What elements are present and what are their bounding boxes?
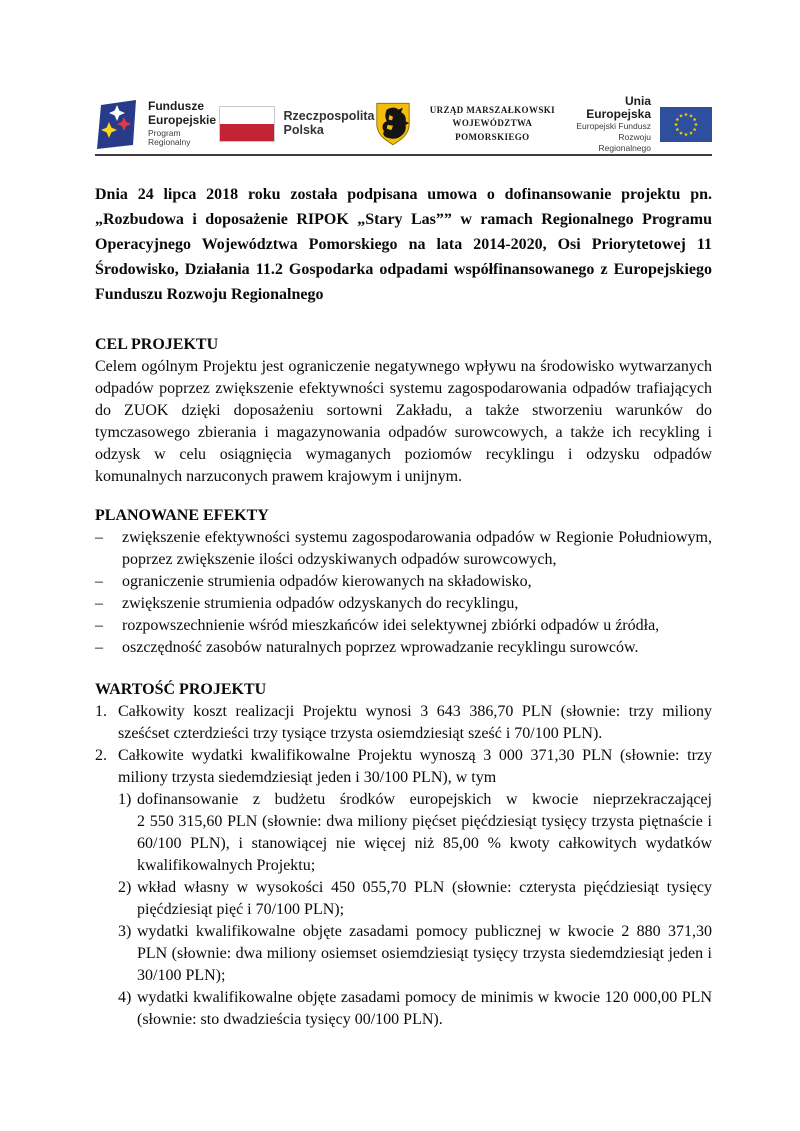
- eu-subtitle-line1: Europejski Fundusz: [576, 121, 651, 132]
- poland-name-line1: Rzeczpospolita: [283, 109, 375, 124]
- header-divider: [95, 154, 712, 156]
- pomorskie-crest-icon: [375, 101, 411, 147]
- fundusze-subtitle: Program Regionalny: [148, 127, 191, 148]
- sub-item-text: wydatki kwalifikowalne objęte zasadami pomocy de minimis w kwocie 120 000,00 PLN (słownie: sto dwadzieścia tysięcy 00/100 PLN).: [137, 989, 712, 1028]
- fundusze-name-line2: Europejskie: [148, 112, 217, 127]
- sub-numbered-item: [118, 877, 712, 921]
- section-wartosc-projektu: [95, 679, 712, 1031]
- wartosc-heading: WARTOŚĆ PROJEKTU: [95, 681, 267, 698]
- logos-bar: [95, 93, 712, 153]
- sub-item-text: dofinansowanie z budżetu środków europejskich w kwocie nieprzekraczającej 2 550 315,60 PLN (słownie: dwa miliony pięćset pięćdziesiąt tysięcy trzysta piętnaście i 60/100 PLN), i stanowiącej nie więcej niż 85,00 % kwoty całkowitych wydatków kwalifikowalnych Projektu;: [137, 791, 712, 874]
- poland-name-line2: Polska: [283, 123, 324, 137]
- sub-item-marker: 3): [118, 923, 132, 940]
- marshal-line1: URZĄD MARSZAŁKOWSKI: [429, 104, 556, 115]
- bullet-item: [95, 615, 712, 637]
- bullet-marker: –: [95, 595, 103, 612]
- marshal-caption: [420, 104, 566, 145]
- numbered-item-text: Całkowite wydatki kwalifikowalne Projektu wynoszą 3 000 371,30 PLN (słownie: trzy miliony trzysta siedemdziesiąt jeden i 30/100 PLN), w tym: [118, 747, 712, 786]
- sub-item-marker: 2): [118, 879, 132, 896]
- numbered-item-marker: 2.: [95, 747, 107, 764]
- eu-subtitle-line2: Rozwoju Regionalnego: [598, 131, 651, 153]
- efekty-heading: PLANOWANE EFEKTY: [95, 507, 269, 524]
- eu-name: Unia Europejska: [586, 93, 651, 122]
- bullet-text: zwiększenie strumienia odpadów odzyskanych do recyklingu,: [122, 595, 519, 612]
- bullet-text: ograniczenie strumienia odpadów kierowanych na składowisko,: [122, 573, 532, 590]
- logo-unia-europejska: [565, 95, 712, 153]
- fundusze-name-line1: Fundusze: [148, 99, 204, 114]
- cel-body: Celem ogólnym Projektu jest ograniczenie negatywnego wpływu na środowisko wytwarzanych odpadów poprzez zwiększenie efektywności systemu zagospodarowania odpadów trafiających do ZUOK dzięki doposażeniu sortowni Zakładu, a także stworzeniu warunków do tymczasowego zbierania i magazynowania odpadów surowcowych, a także ich recykling i odzysk w celu osiągnięcia wymaganych poziomów recyklingu i odzysku odpadów komunalnych narzuconych prawem krajowym i unijnym.: [95, 358, 712, 485]
- section-planowane-efekty: [95, 505, 712, 659]
- numbered-item-text: Całkowity koszt realizacji Projektu wynosi 3 643 386,70 PLN (słownie: trzy miliony sześćset czterdzieści trzy tysiące trzysta osiemdziesiąt sześć i 70/100 PLN).: [118, 703, 712, 742]
- sub-numbered-item: [118, 921, 712, 987]
- section-cel-projektu: [95, 334, 712, 488]
- sub-item-text: wkład własny w wysokości 450 055,70 PLN (słownie: czterysta pięćdziesiąt tysięcy pięćdziesiąt pięć i 70/100 PLN);: [137, 879, 712, 918]
- fundusze-europejskie-flag-icon: [95, 99, 139, 149]
- fundusze-europejskie-caption: [148, 100, 219, 147]
- numbered-item: [95, 701, 712, 745]
- bullet-marker: –: [95, 617, 103, 634]
- numbered-item-marker: 1.: [95, 703, 107, 720]
- bullet-marker: –: [95, 573, 103, 590]
- numbered-list: [95, 701, 712, 1031]
- sub-item-marker: 1): [118, 791, 132, 808]
- bullet-text: rozpowszechnienie wśród mieszkańców idei selektywnej zbiórki odpadów u źródła,: [122, 617, 660, 634]
- logo-urzad-marszalkowski: [375, 101, 566, 147]
- marshal-line2: WOJEWÓDZTWA POMORSKIEGO: [452, 118, 533, 142]
- sub-numbered-list: [118, 789, 712, 1031]
- bullet-list: [95, 527, 712, 659]
- intro-paragraph: Dnia 24 lipca 2018 roku została podpisana umowa o dofinansowanie projektu pn. „Rozbudowa i doposażenie RIPOK „Stary Las”” w ramach Regionalnego Programu Operacyjnego Województwa Pomorskiego na lata 2014-2020, Osi Priorytetowej 11 Środowisko, Działania 11.2 Gospodarka odpadami współfinansowanego z Europejskiego Funduszu Rozwoju Regionalnego: [95, 186, 712, 303]
- logo-fundusze-europejskie: [95, 99, 219, 149]
- bullet-marker: –: [95, 529, 103, 546]
- eu-caption: [565, 95, 651, 153]
- poland-caption: [284, 110, 375, 138]
- bullet-item: [95, 637, 712, 659]
- bullet-marker: –: [95, 639, 103, 656]
- sub-item-text: wydatki kwalifikowalne objęte zasadami pomocy publicznej w kwocie 2 880 371,30 PLN (słownie: dwa miliony osiemset osiemdziesiąt tysięcy trzysta siedemdziesiąt jeden i 30/100 PLN);: [137, 923, 712, 984]
- sub-numbered-item: [118, 987, 712, 1031]
- eu-flag-icon: [660, 107, 712, 142]
- cel-heading: CEL PROJEKTU: [95, 336, 219, 353]
- bullet-item: [95, 571, 712, 593]
- bullet-item: [95, 527, 712, 571]
- bullet-text: zwiększenie efektywności systemu zagospodarowania odpadów w Regionie Południowym, poprzez zwiększenie ilości odzyskiwanych odpadów surowcowych,: [122, 529, 712, 568]
- sub-numbered-item: [118, 789, 712, 877]
- numbered-item: [95, 745, 712, 789]
- sub-item-marker: 4): [118, 989, 132, 1006]
- bullet-item: [95, 593, 712, 615]
- logo-rzeczpospolita-polska: [219, 106, 375, 142]
- bullet-text: oszczędność zasobów naturalnych poprzez wprowadzanie recyklingu surowców.: [122, 639, 639, 656]
- poland-flag-icon: [219, 106, 275, 142]
